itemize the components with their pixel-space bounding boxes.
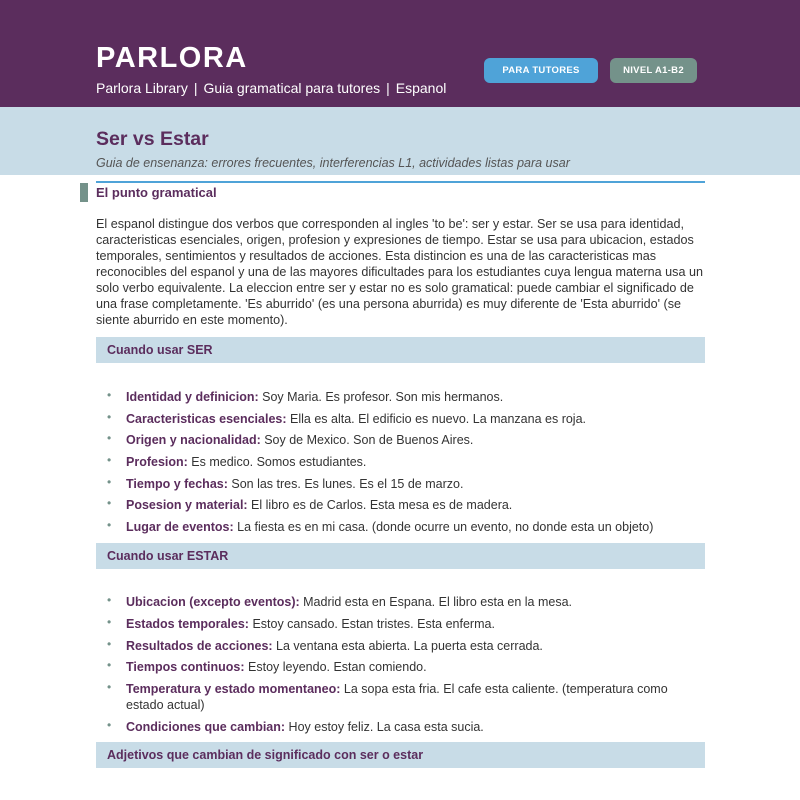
- usage-example: Soy Maria. Es profesor. Son mis hermanos.: [258, 390, 504, 404]
- usage-example: Estoy leyendo. Estan comiendo.: [244, 660, 427, 674]
- usage-term: Temperatura y estado momentaneo:: [126, 682, 341, 696]
- list-item: [107, 431, 706, 448]
- bullet-icon: •: [107, 496, 112, 510]
- bullet-icon: •: [107, 637, 112, 651]
- breadcrumb-item-guide[interactable]: Guia gramatical para tutores: [203, 80, 381, 96]
- usage-example: Madrid esta en Espana. El libro esta en la mesa.: [299, 595, 573, 609]
- breadcrumb-item-library[interactable]: Parlora Library: [96, 80, 188, 96]
- usage-example: La fiesta es en mi casa. (donde ocurre un evento, no donde esta un objeto): [233, 520, 654, 534]
- bullet-icon: •: [107, 475, 112, 489]
- site-header: [0, 0, 800, 107]
- breadcrumb-separator: |: [193, 80, 198, 96]
- list-item: [107, 593, 706, 610]
- bullet-icon: •: [107, 518, 112, 532]
- list-item: [107, 453, 706, 470]
- section-accent-bar: [80, 183, 88, 202]
- bullet-icon: •: [107, 658, 112, 672]
- breadcrumb: [96, 79, 446, 97]
- usage-term: Tiempo y fechas:: [126, 477, 228, 491]
- usage-term: Condiciones que cambian:: [126, 720, 286, 734]
- breadcrumb-separator: |: [386, 80, 390, 96]
- bullet-icon: •: [107, 718, 112, 732]
- section-band-ser: Cuando usar SER: [96, 337, 705, 363]
- bullet-icon: •: [107, 388, 112, 402]
- usage-term: Origen y nacionalidad:: [126, 433, 261, 447]
- usage-example: Es medico. Somos estudiantes.: [187, 455, 367, 469]
- section-band-estar: Cuando usar ESTAR: [96, 543, 705, 569]
- list-item: [107, 615, 706, 632]
- page-subtitle: Guia de ensenanza: errores frecuentes, interferencias L1, actividades listas para usar: [96, 156, 570, 170]
- usage-term: Estados temporales:: [126, 617, 249, 631]
- bullet-icon: •: [107, 453, 112, 467]
- usage-example: Estoy cansado. Estan tristes. Esta enferma.: [248, 617, 495, 631]
- usage-term: Ubicacion (excepto eventos):: [126, 595, 300, 609]
- section-divider: [96, 181, 705, 183]
- bullet-icon: •: [107, 680, 112, 694]
- list-item: [107, 718, 706, 735]
- usage-term: Identidad y definicion:: [126, 390, 259, 404]
- section-heading-grammar-point: El punto gramatical: [96, 185, 217, 200]
- usage-example: La sopa esta fria. El cafe esta caliente. (temperatura como estado actual): [126, 682, 668, 712]
- bullet-icon: •: [107, 615, 112, 629]
- list-item: [107, 388, 706, 405]
- brand-logo[interactable]: PARLORA: [96, 42, 248, 74]
- bullet-icon: •: [107, 593, 112, 607]
- section-band-adjectives: Adjetivos que cambian de significado con ser o estar: [96, 742, 705, 768]
- level-badge: NIVEL A1-B2: [610, 58, 697, 83]
- audience-badge: PARA TUTORES: [484, 58, 598, 83]
- usage-example: Soy de Mexico. Son de Buenos Aires.: [260, 433, 474, 447]
- usage-term: Lugar de eventos:: [126, 520, 234, 534]
- list-item: [107, 475, 706, 492]
- page-title: Ser vs Estar: [96, 128, 209, 150]
- usage-term: Profesion:: [126, 455, 188, 469]
- list-item: [107, 518, 706, 535]
- list-item: [107, 496, 706, 513]
- breadcrumb-item-language[interactable]: Espanol: [395, 80, 447, 96]
- list-item: [107, 637, 706, 654]
- usage-example: Son las tres. Es lunes. Es el 15 de marzo.: [227, 477, 464, 491]
- list-item: [107, 658, 706, 675]
- bullet-icon: •: [107, 431, 112, 445]
- intro-paragraph: El espanol distingue dos verbos que corresponden al ingles 'to be': ser y estar. Ser se usa para identidad, caracteristicas esenciales, origen, profesion y expresiones de tiempo. Estar se usa para ubicacion, estados temporales, sentimientos y resultados de acciones. Esta distincion es una de las caracteristicas mas reconocibles del espanol y una de las mayores dificultades para los estudiantes cuya lengua materna usa un solo verbo equivalente. La eleccion entre ser y estar no es solo gramatical: puede cambiar el significado de una frase completamente. 'Es aburrido' (es una persona aburrida) es muy diferente de 'Esta aburrido' (se siente aburrido en este momento).: [96, 217, 703, 327]
- usage-example: Hoy estoy feliz. La casa esta sucia.: [285, 720, 484, 734]
- usage-term: Resultados de acciones:: [126, 639, 273, 653]
- usage-term: Caracteristicas esenciales:: [126, 412, 287, 426]
- list-item: [107, 410, 706, 427]
- bullet-icon: •: [107, 410, 112, 424]
- usage-example: El libro es de Carlos. Esta mesa es de madera.: [247, 498, 513, 512]
- usage-term: Tiempos continuos:: [126, 660, 245, 674]
- usage-example: La ventana esta abierta. La puerta esta cerrada.: [272, 639, 543, 653]
- list-item: [107, 680, 706, 713]
- usage-example: Ella es alta. El edificio es nuevo. La manzana es roja.: [286, 412, 587, 426]
- usage-term: Posesion y material:: [126, 498, 248, 512]
